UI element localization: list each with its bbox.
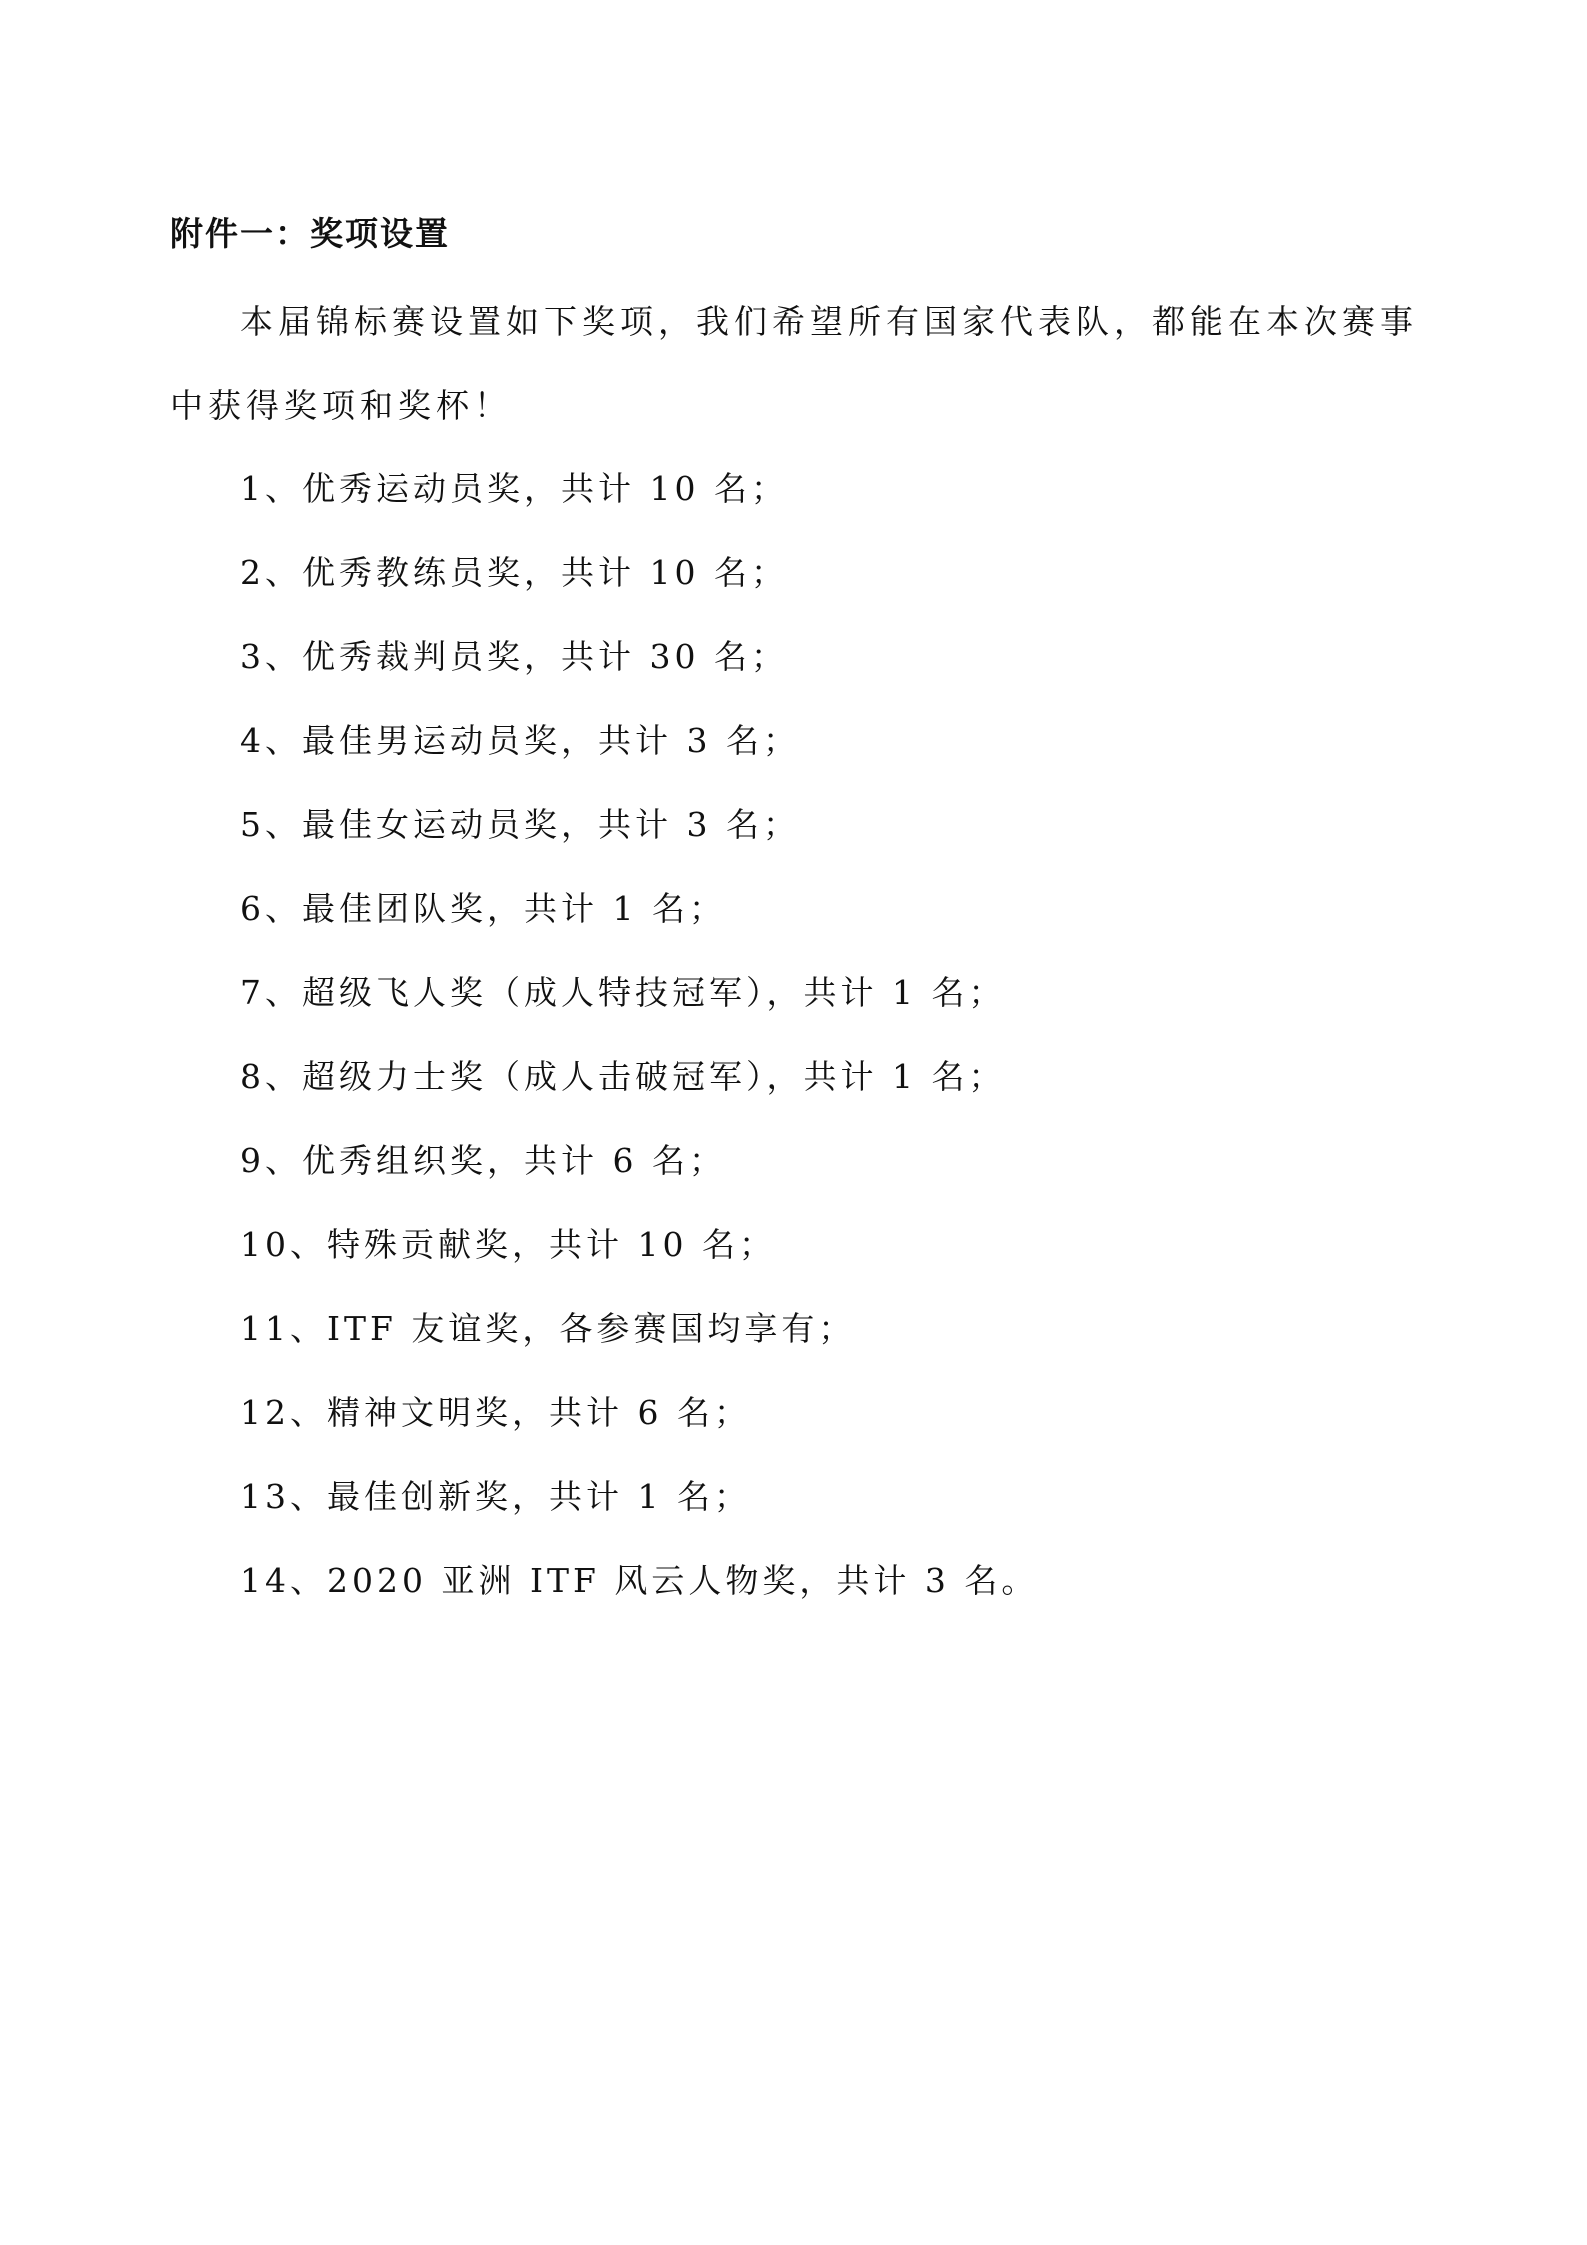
page-title: 附件一：奖项设置 xyxy=(170,214,450,253)
award-item-6: 6、最佳团队奖，共计 1 名； xyxy=(240,889,726,928)
award-item-9: 9、优秀组织奖，共计 6 名； xyxy=(240,1141,726,1180)
award-item-1: 1、优秀运动员奖，共计 10 名； xyxy=(240,469,788,508)
award-item-10: 10、特殊贡献奖，共计 10 名； xyxy=(240,1225,776,1264)
award-item-3: 3、优秀裁判员奖，共计 30 名； xyxy=(240,637,788,676)
intro-paragraph: 本届锦标赛设置如下奖项，我们希望所有国家代表队，都能在本次赛事中获得奖项和奖杯！ xyxy=(170,302,1418,425)
award-item-12: 12、精神文明奖，共计 6 名； xyxy=(240,1393,751,1432)
award-list xyxy=(240,447,1038,1623)
award-item-5: 5、最佳女运动员奖，共计 3 名； xyxy=(240,805,800,844)
award-item-8: 8、超级力士奖（成人击破冠军），共计 1 名； xyxy=(240,1057,1006,1096)
award-item-13: 13、最佳创新奖，共计 1 名； xyxy=(240,1477,751,1516)
award-item-14: 14、2020 亚洲 ITF 风云人物奖，共计 3 名。 xyxy=(240,1561,1039,1600)
award-item-4: 4、最佳男运动员奖，共计 3 名； xyxy=(240,721,800,760)
award-item-7: 7、超级飞人奖（成人特技冠军），共计 1 名； xyxy=(240,973,1006,1012)
award-item-11: 11、ITF 友谊奖，各参赛国均享有； xyxy=(240,1309,856,1348)
award-item-2: 2、优秀教练员奖，共计 10 名； xyxy=(240,553,788,592)
